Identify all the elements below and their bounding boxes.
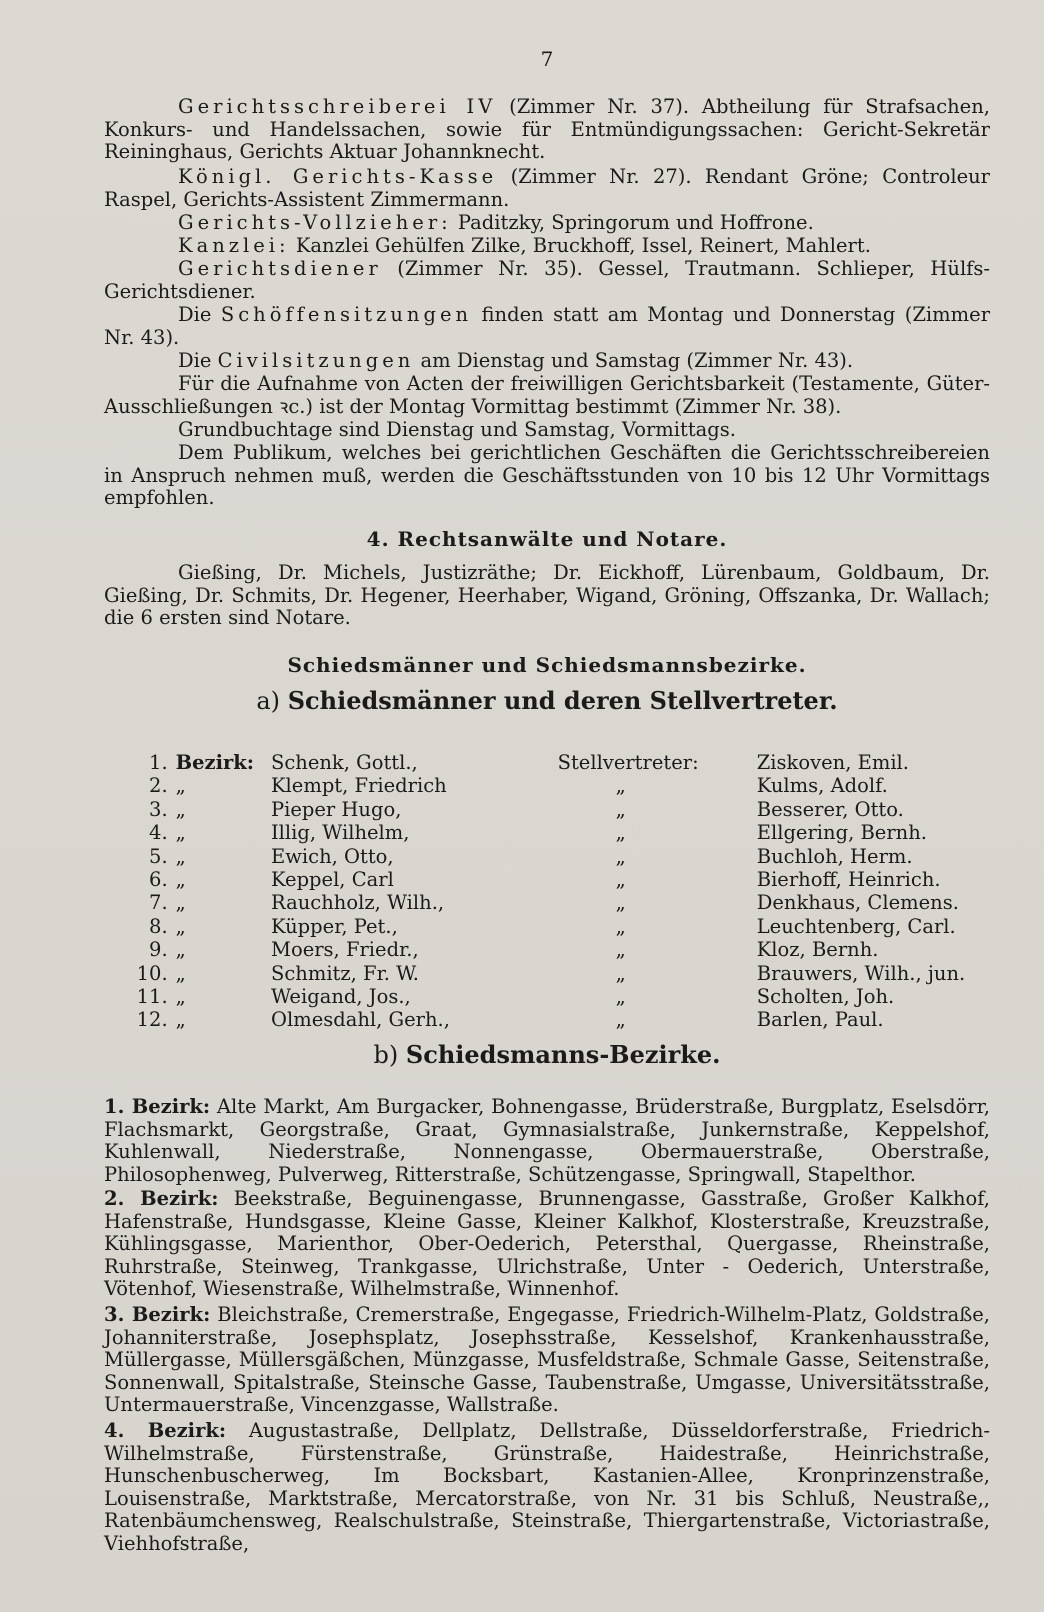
deputy-name: Besserer, Otto. (756, 797, 904, 821)
ditto-mark: „ (615, 938, 626, 962)
district-1 (104, 1096, 990, 1186)
bailiffs-text: Paditzky, Springorum und Hoffrone. (457, 211, 814, 234)
ditto-mark: „ (175, 961, 186, 985)
chancery-label: Kanzlei: (178, 234, 290, 257)
district-label: 3. Bezirk: (104, 1303, 211, 1326)
registry-text: (Zimmer Nr. 37). Abtheilung für Strafsachen, Konkurs- und Handelssachen, sowie für Entmündigungssachen: Gericht-Sekretär Reininghaus, Gerichts Aktuar Johannknecht. (104, 95, 990, 164)
arbiter-name: Weigand, Jos., (270, 984, 411, 1008)
ditto-mark: „ (175, 867, 186, 891)
deputy-name: Ziskoven, Emil. (756, 751, 909, 774)
bailiffs-label: Gerichts-Vollzieher: (178, 211, 452, 234)
deputy-name: Ellgering, Bernh. (756, 821, 927, 845)
schoeffen-text: finden statt am Montag und Donnerstag (Zimmer Nr. 43). (104, 303, 991, 349)
ditto-mark: „ (615, 774, 626, 798)
district-label: 4. Bezirk: (104, 1419, 227, 1442)
arbiter-row (128, 963, 990, 986)
arbiter-name: Küpper, Pet., (270, 914, 398, 938)
cashier-paragraph (104, 166, 990, 211)
district-2 (104, 1188, 990, 1301)
sub-a-title: Schiedsmänner und deren Stellvertreter. (287, 686, 838, 715)
arbiter-name: Schmitz, Fr. W. (270, 961, 419, 985)
schoeffen-label: Schöffensitzungen (220, 303, 473, 326)
arbiter-name: Moers, Friedr., (270, 938, 419, 962)
registry-paragraph (104, 96, 990, 164)
arbiter-row (128, 986, 990, 1009)
servants-paragraph (104, 258, 990, 303)
schoeffen-paragraph (104, 304, 990, 349)
ditto-mark: „ (175, 774, 186, 798)
chancery-text: Kanzlei Gehülfen Zilke, Bruckhoff, Issel, Reinert, Mahlert. (295, 234, 871, 257)
arbiter-name: Klempt, Friedrich (270, 774, 447, 798)
ditto-mark: „ (615, 984, 626, 1008)
ditto-mark: „ (175, 844, 186, 868)
arbiters-table-body (128, 752, 990, 1033)
arbiter-number: 1. (149, 751, 168, 774)
ditto-mark: „ (615, 797, 626, 821)
arbiter-name: Ewich, Otto, (270, 844, 394, 868)
arbiter-row (128, 916, 990, 939)
ditto-mark: „ (175, 797, 186, 821)
district-label: 2. Bezirk: (104, 1187, 219, 1210)
arbiters-sub-a-heading (104, 686, 990, 715)
civil-text: am Dienstag und Samstag (Zimmer Nr. 43). (420, 349, 854, 372)
district-streets: Augustastraße, Dellplatz, Dellstraße, Düsseldorferstraße, Friedrich-Wilhelmstraße, Fürstenstraße, Grünstraße, Haidestraße, Heinrichstraße, Hunschenbuscherweg, Im Bocksbart, Kastanien-Allee, Kronprinzenstraße, Louisenstraße, Marktstraße, Mercatorstraße, von Nr. 31 bis Schluß, Neustraße,, Ratenbäumchensweg, Realschulstraße, Steinstraße, Thiergartenstraße, Victoriastraße, Viehhofstraße, (104, 1419, 991, 1555)
arbiter-row (128, 775, 990, 798)
arbiter-number: 6. (149, 867, 168, 891)
deputy-name: Brauwers, Wilh., jun. (756, 961, 966, 985)
district-4 (104, 1420, 990, 1556)
deputy-name: Kloz, Bernh. (756, 938, 879, 962)
ditto-mark: „ (615, 914, 626, 938)
arbiter-number: 12. (136, 1008, 168, 1032)
deputy-name: Buchloh, Herm. (756, 844, 913, 868)
arbiter-name: Rauchholz, Wilh., (270, 891, 445, 915)
arbiter-row (128, 939, 990, 962)
cashier-label: Königl. Gerichts-Kasse (178, 165, 498, 188)
arbiter-number: 11. (136, 984, 168, 1008)
arbiter-name: Olmesdahl, Gerh., (270, 1008, 450, 1032)
arbiter-row (128, 892, 990, 915)
sub-b-title: Schiedsmanns-Bezirke. (405, 1040, 721, 1069)
ditto-mark: „ (175, 984, 186, 1008)
civil-pre: Die (178, 349, 212, 372)
voluntary-jurisdiction-paragraph: Für die Aufnahme von Acten der freiwilligen Gerichtsbarkeit (Testamente, Güter-Ausschließungen ꝛc.) ist der Montag Vormittag bestimmt (Zimmer Nr. 38). (104, 372, 990, 418)
arbiter-row (128, 846, 990, 869)
arbiter-number: 7. (149, 891, 168, 915)
bailiffs-paragraph (104, 212, 990, 235)
arbiter-number: 8. (149, 914, 168, 938)
servants-label: Gerichtsdiener (178, 257, 382, 280)
ditto-mark: „ (175, 821, 186, 845)
ditto-mark: „ (615, 844, 626, 868)
arbiter-row (128, 869, 990, 892)
arbiter-number: 10. (136, 961, 168, 985)
arbiter-row (128, 822, 990, 845)
deputy-name: Bierhoff, Heinrich. (756, 867, 941, 891)
civil-label: Civilsitzungen (217, 349, 415, 372)
district-label: 1. Bezirk: (104, 1095, 211, 1118)
deputy-name: Barlen, Paul. (756, 1008, 884, 1032)
district-streets: Alte Markt, Am Burgacker, Bohnengasse, Brüderstraße, Burgplatz, Eselsdörr, Flachsmarkt, Georgstraße, Graat, Gymnasialstraße, Junkernstraße, Keppelshof, Kuhlenwall, Niederstraße, Nonnengasse, Obermauerstraße, Oberstraße, Philosophenweg, Pulverweg, Ritterstraße, Schützengasse, Springwall, Stapelthor. (104, 1095, 990, 1186)
arbiters-table (128, 752, 990, 1033)
ditto-mark: „ (175, 1008, 186, 1032)
district-label: Bezirk: (175, 751, 254, 774)
arbiter-number: 2. (149, 774, 168, 798)
ditto-mark: „ (175, 914, 186, 938)
deputy-name: Denkhaus, Clemens. (756, 891, 959, 915)
arbiter-name: Illig, Wilhelm, (270, 821, 410, 845)
arbiter-number: 3. (149, 797, 168, 821)
arbiter-row (128, 799, 990, 822)
public-hours-paragraph: Dem Publikum, welches bei gerichtlichen Geschäften die Gerichtsschreibereien in Anspruch nehmen muß, werden die Geschäftsstunden von 10 bis 12 Uhr Vormittags empfohlen. (104, 441, 990, 510)
deputy-name: Scholten, Joh. (756, 984, 895, 1008)
district-streets: Beekstraße, Beguinengasse, Brunnengasse, Gasstraße, Großer Kalkhof, Hafenstraße, Hundsgasse, Kleine Gasse, Kleiner Kalkhof, Klosterstraße, Kreuzstraße, Kühlingsgasse, Marienthor, Ober-Oederich, Petersthal, Quergasse, Rheinstraße, Ruhrstraße, Steinweg, Trankgasse, Ulrichstraße, Unter - Oederich, Unterstraße, Vötenhof, Wiesenstraße, Wilhelmstraße, Winnenhof. (104, 1187, 990, 1301)
cashier-text: (Zimmer Nr. 27). Rendant Gröne; Controleur Raspel, Gerichts-Assistent Zimmermann. (104, 165, 991, 211)
ditto-mark: „ (615, 867, 626, 891)
district-3 (104, 1304, 990, 1417)
sub-a-prefix: a) (256, 687, 281, 715)
deputy-name: Kulms, Adolf. (756, 774, 888, 798)
ditto-mark: „ (175, 938, 186, 962)
lawyers-paragraph: Gießing, Dr. Michels, Justizräthe; Dr. Eickhoff, Lürenbaum, Goldbaum, Dr. Gießing, Dr. Schmits, Dr. Hegener, Heerhaber, Wigand, Gröning, Offszanka, Dr. Wallach; die 6 ersten sind Notare. (104, 561, 990, 630)
ditto-mark: „ (175, 891, 186, 915)
arbiter-number: 4. (149, 821, 168, 845)
arbiter-name: Schenk, Gottl., (270, 751, 418, 774)
arbiter-row (128, 1009, 990, 1032)
registry-label: Gerichtsschreiberei IV (178, 95, 497, 118)
ditto-mark: „ (615, 891, 626, 915)
chancery-paragraph (104, 235, 990, 258)
arbiter-name: Pieper Hugo, (270, 797, 402, 821)
arbiter-number: 9. (149, 938, 168, 962)
ditto-mark: „ (615, 961, 626, 985)
arbiters-heading: Schiedsmänner und Schiedsmannsbezirke. (287, 653, 807, 677)
arbiter-name: Keppel, Carl (270, 867, 394, 891)
arbiters-sub-b-heading (104, 1040, 990, 1069)
lawyers-heading: 4. Rechtsanwälte und Notare. (366, 527, 728, 551)
sub-b-prefix: b) (373, 1041, 399, 1069)
schoeffen-pre: Die (178, 303, 212, 326)
deputy-label: Stellvertreter: (557, 751, 699, 774)
ditto-mark: „ (615, 821, 626, 845)
ditto-mark: „ (615, 1008, 626, 1032)
arbiter-row (128, 752, 990, 775)
page-number: 7 (540, 47, 554, 71)
district-streets: Bleichstraße, Cremerstraße, Engegasse, Friedrich-Wilhelm-Platz, Goldstraße, Johanniterstraße, Josephsplatz, Josephsstraße, Kesselshof, Krankenhausstraße, Müllergasse, Müllersgäßchen, Münzgasse, Musfeldstraße, Schmale Gasse, Seitenstraße, Sonnenwall, Spitalstraße, Steinsche Gasse, Taubenstraße, Umgasse, Universitätsstraße, Untermauerstraße, Vincenzgasse, Wallstraße. (104, 1303, 991, 1417)
civil-paragraph (104, 350, 990, 373)
landbook-paragraph: Grundbuchtage sind Dienstag und Samstag, Vormittags. (178, 418, 736, 441)
deputy-name: Leuchtenberg, Carl. (756, 914, 956, 938)
servants-text: (Zimmer Nr. 35). Gessel, Trautmann. Schlieper, Hülfs-Gerichtsdiener. (104, 257, 990, 303)
arbiter-number: 5. (149, 844, 168, 868)
